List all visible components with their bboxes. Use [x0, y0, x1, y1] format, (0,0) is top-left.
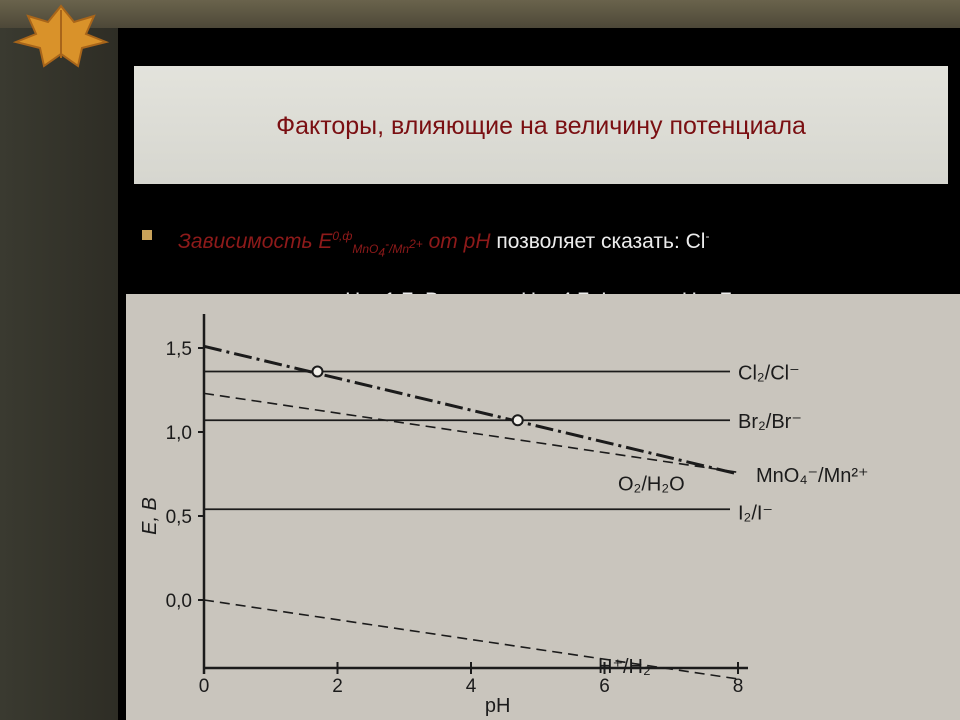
series-label: H⁺/H₂ — [598, 655, 651, 678]
y-axis-label: E, В — [139, 497, 161, 535]
x-axis-label: pH — [484, 695, 511, 717]
y-tick-label: 0,0 — [165, 591, 192, 612]
bullet-text: Зависимость $E^{0,ф}_{MnO_4^-/Mn^{2+}}$ от pH позволяет сказать: Cl- — [178, 229, 710, 260]
x-tick-label: 6 — [599, 676, 610, 697]
left-strip — [0, 28, 118, 720]
series-label: O₂/H₂O — [618, 473, 685, 496]
potential-ph-chart — [126, 294, 960, 720]
x-tick-label: 0 — [198, 676, 210, 697]
series-label: Cl₂/Cl⁻ — [738, 362, 800, 385]
x-tick-label: 2 — [332, 676, 343, 697]
x-tick-label: 4 — [465, 676, 477, 697]
y-tick-label: 1,0 — [165, 423, 192, 444]
x-tick-label: 8 — [732, 676, 744, 697]
bullet-marker — [142, 230, 152, 240]
slide-title: Факторы, влияющие на величину потенциала — [276, 112, 806, 140]
y-tick-label: 1,5 — [165, 339, 192, 360]
series-label: MnO₄⁻/Mn²⁺ — [756, 465, 869, 487]
autumn-leaf-icon — [6, 0, 116, 70]
bullet-lead: Зависимость $E^{0,ф}_{MnO_4^-/Mn^{2+}}$ от pH — [178, 229, 491, 260]
title-bar — [134, 66, 948, 184]
series-label: I₂/I⁻ — [738, 502, 773, 525]
y-tick-label: 0,5 — [165, 507, 192, 528]
series-label: Br₂/Br⁻ — [738, 411, 802, 434]
intersection-marker — [312, 367, 322, 377]
intersection-marker — [513, 415, 523, 425]
top-strip — [0, 0, 960, 28]
